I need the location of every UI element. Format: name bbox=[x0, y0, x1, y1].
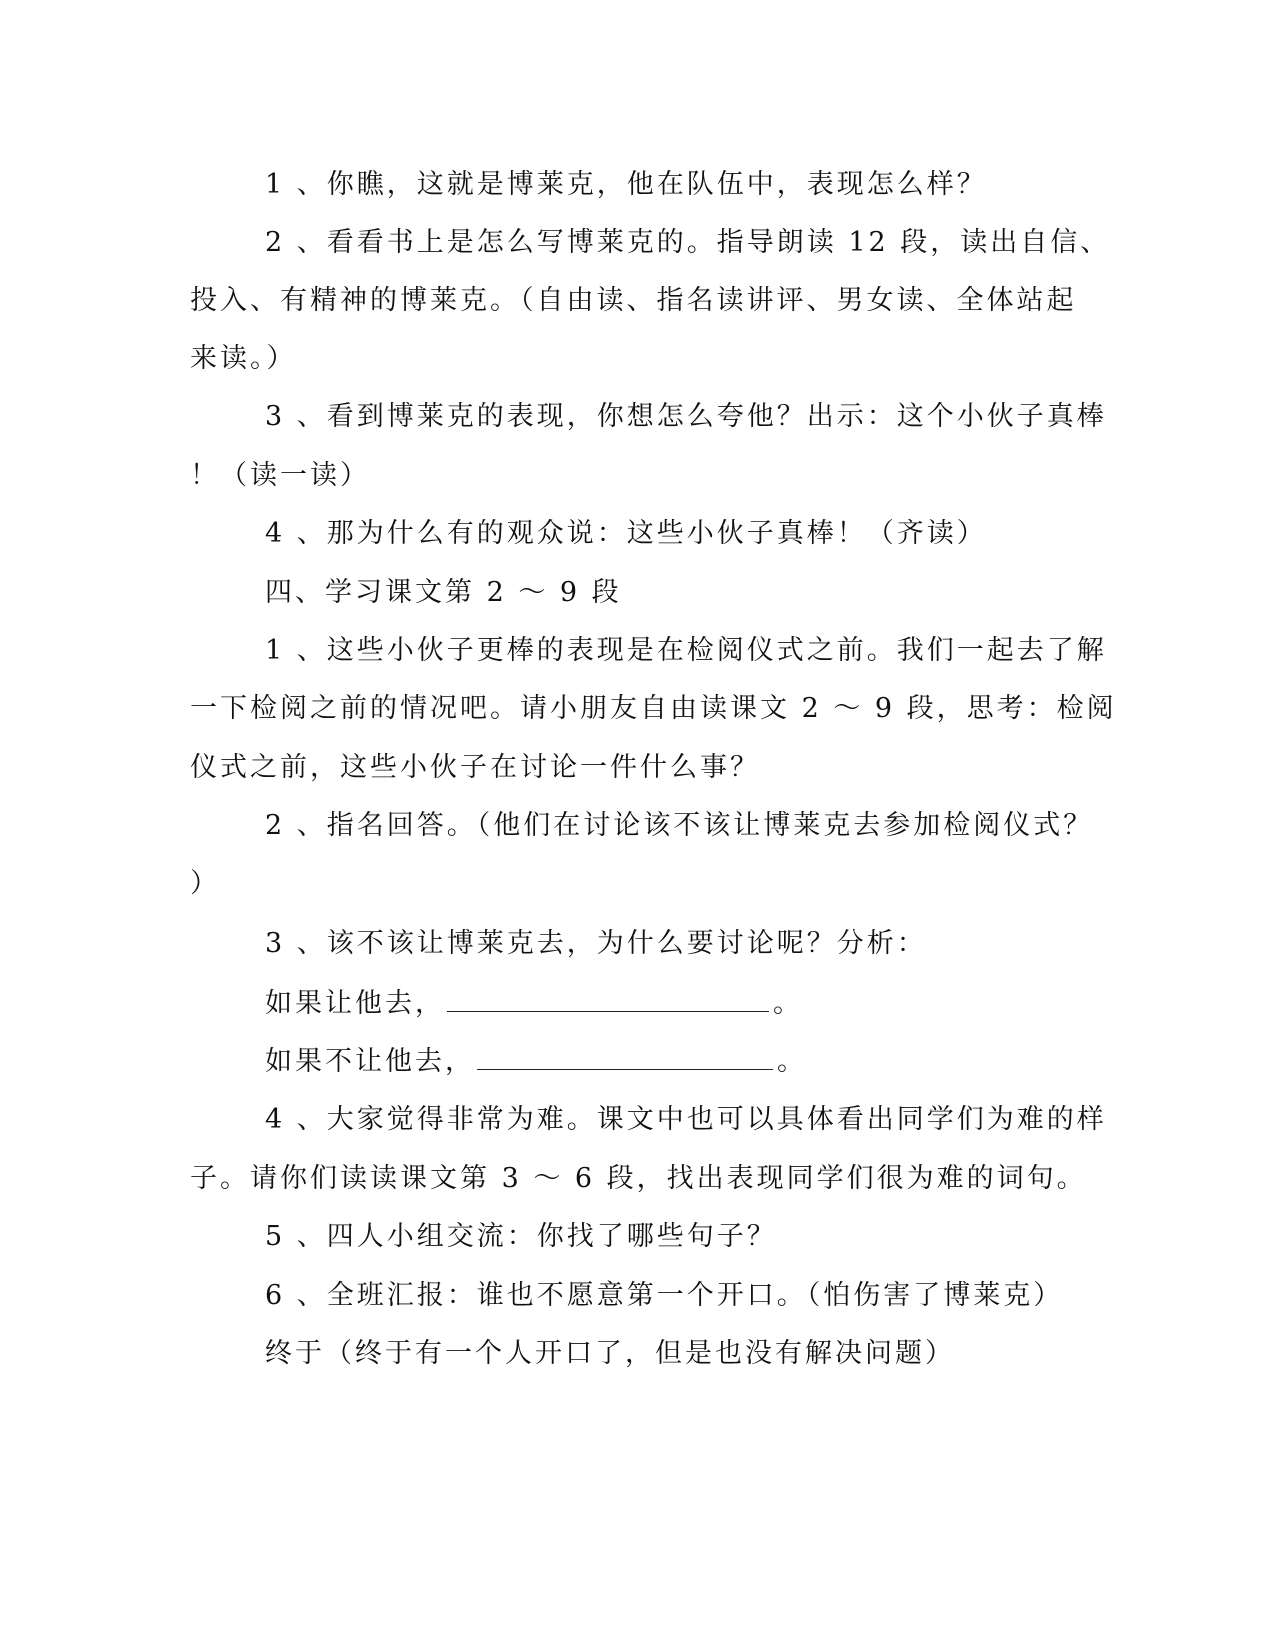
paragraph-line: 6 、全班汇报：谁也不愿意第一个开口。（怕伤害了博莱克） bbox=[265, 1280, 1064, 1311]
fill-blank-line bbox=[265, 1041, 1155, 1081]
paragraph-line: 3 、该不该让博莱克去，为什么要讨论呢？分析： bbox=[265, 928, 927, 959]
paragraph-line: 4 、大家觉得非常为难。课文中也可以具体看出同学们为难的样 bbox=[265, 1104, 1107, 1135]
fill-blank-prefix: 如果让他去， bbox=[265, 988, 445, 1019]
paragraph-line: 终于（终于有一个人开口了，但是也没有解决问题） bbox=[265, 1338, 955, 1369]
fill-blank-prefix: 如果不让他去， bbox=[265, 1046, 475, 1077]
paragraph-line: 5 、四人小组交流：你找了哪些句子？ bbox=[265, 1221, 777, 1252]
answer-blank[interactable] bbox=[447, 983, 769, 1012]
fill-blank-suffix: 。 bbox=[773, 988, 803, 1019]
section-heading: 四、学习课文第 2 ～ 9 段 bbox=[265, 577, 622, 608]
paragraph-line: 1 、这些小伙子更棒的表现是在检阅仪式之前。我们一起去了解 bbox=[265, 635, 1107, 666]
paragraph-line: 投入、有精神的博莱克。（自由读、指名读讲评、男女读、全体站起 bbox=[190, 285, 1077, 316]
paragraph-line: 3 、看到博莱克的表现，你想怎么夸他？出示：这个小伙子真棒 bbox=[265, 401, 1107, 432]
paragraph-line: ） bbox=[190, 868, 220, 899]
paragraph-line: 子。请你们读读课文第 3 ～ 6 段，找出表现同学们很为难的词句。 bbox=[190, 1163, 1087, 1194]
answer-blank[interactable] bbox=[477, 1041, 773, 1070]
paragraph-line: ！（读一读） bbox=[190, 460, 370, 491]
paragraph-line: 4 、那为什么有的观众说：这些小伙子真棒！（齐读） bbox=[265, 518, 987, 549]
paragraph-line: 1 、你瞧，这就是博莱克，他在队伍中，表现怎么样？ bbox=[265, 169, 987, 200]
paragraph-line: 来读。） bbox=[190, 343, 297, 374]
paragraph-line: 2 、看看书上是怎么写博莱克的。指导朗读 12 段，读出自信、 bbox=[265, 227, 1111, 258]
fill-blank-line bbox=[265, 983, 1155, 1023]
paragraph-line: 2 、指名回答。（他们在讨论该不该让博莱克去参加检阅仪式？ bbox=[265, 810, 1094, 841]
paragraph-line: 仪式之前，这些小伙子在讨论一件什么事？ bbox=[190, 752, 760, 783]
paragraph-line: 一下检阅之前的情况吧。请小朋友自由读课文 2 ～ 9 段，思考：检阅 bbox=[190, 693, 1117, 724]
fill-blank-suffix: 。 bbox=[777, 1046, 807, 1077]
